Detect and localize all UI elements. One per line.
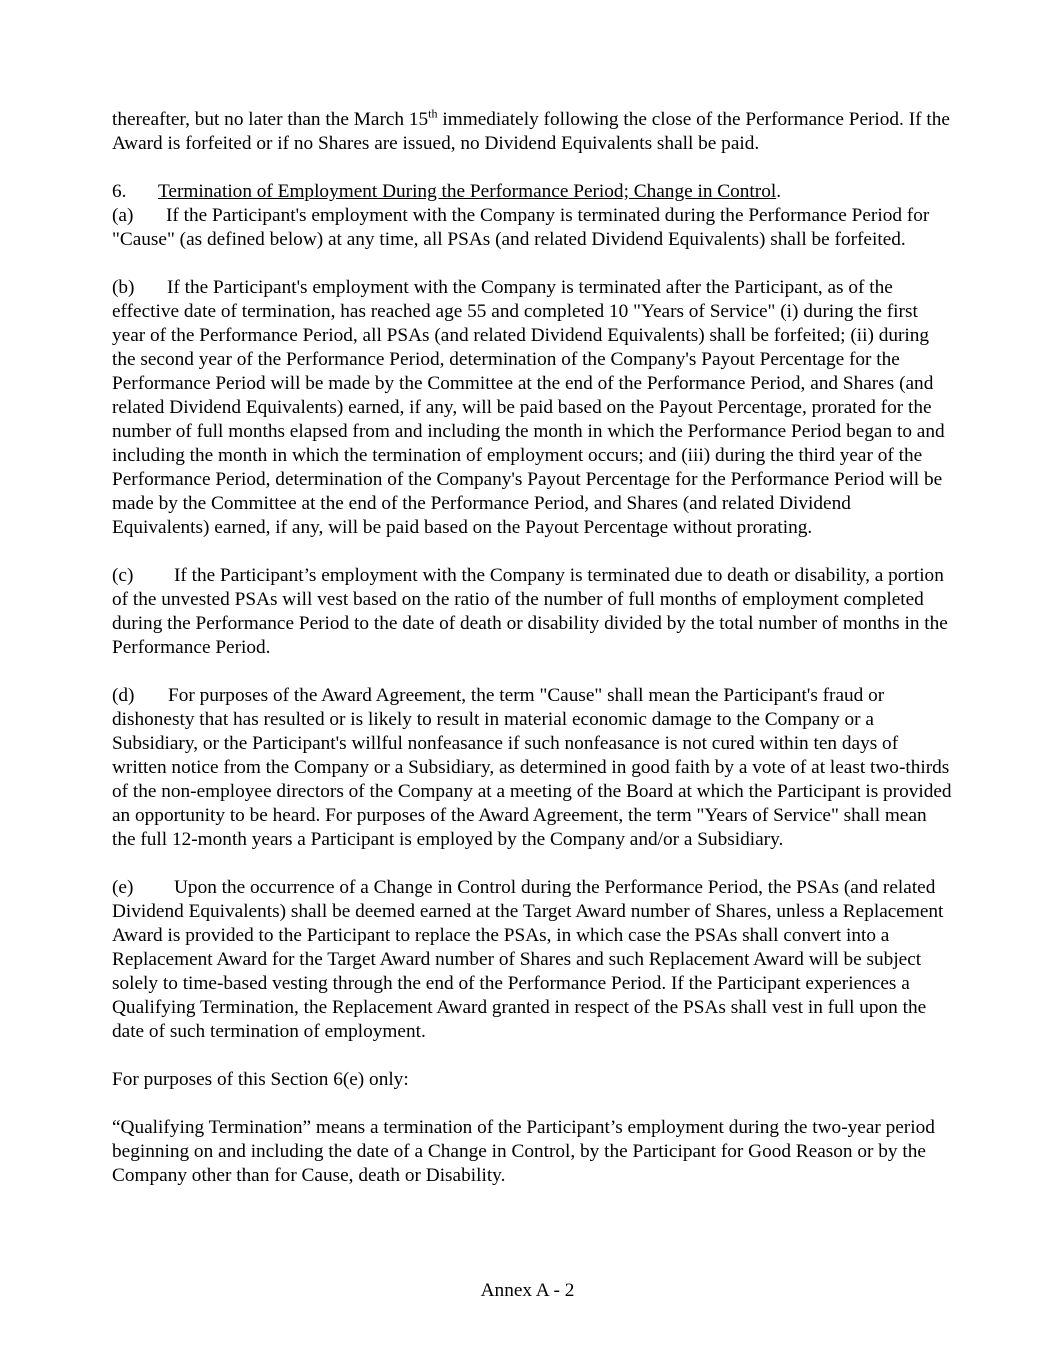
qualifying-termination-definition: “Qualifying Termination” means a termination of the Participant’s employment during the two-year period beginning on and including the date of a Change in Control, by the Participant for Good Reason or by the Company other than for Cause, death or Disability. bbox=[112, 1117, 935, 1186]
paragraph-a bbox=[112, 204, 952, 252]
page-footer: Annex A - 2 bbox=[480, 1280, 575, 1301]
paragraph-a-label: (a) bbox=[112, 205, 134, 226]
paragraph-e bbox=[112, 876, 952, 1044]
document-body bbox=[112, 108, 952, 1188]
section-heading bbox=[112, 180, 952, 204]
paragraph-b bbox=[112, 276, 952, 540]
intro-text-start: thereafter, but no later than the March 15 bbox=[112, 109, 429, 130]
paragraph-b-text: If the Participant's employment with the Company is terminated after the Participant, as of the effective date of termination, has reached age 55 and completed 10 "Years of Service" (i) during the first year of the Performance Period, all PSAs (and related Dividend Equivalents) shall be forfeited; (ii) during the second year of the Performance Period, determination of the Company's Payout Percentage for the Performance Period will be made by the Committee at the end of the Performance Period, and Shares (and related Dividend Equivalents) earned, if any, will be paid based on the Payout Percentage, prorated for the number of full months elapsed from and including the month in which the Performance Period began to and including the month in which the termination of employment occurs; and (iii) during the third year of the Performance Period, determination of the Company's Payout Percentage for the Performance Period will be made by the Committee at the end of the Performance Period, and Shares (and related Dividend Equivalents) earned, if any, will be paid based on the Payout Percentage without prorating. bbox=[112, 277, 945, 538]
for-purposes-line: For purposes of this Section 6(e) only: bbox=[112, 1069, 409, 1090]
intro-paragraph bbox=[112, 108, 952, 156]
paragraph-e-label: (e) bbox=[112, 877, 134, 898]
ordinal-suffix: th bbox=[428, 106, 438, 121]
intro-text-end: immediately following the close of the Performance Period. If the Award is forfeited or if no Shares are issued, no Dividend Equivalents shall be paid. bbox=[112, 109, 950, 154]
paragraph-d-text: For purposes of the Award Agreement, the term "Cause" shall mean the Participant's fraud or dishonesty that has resulted or is likely to result in material economic damage to the Company or a Subsidiary, or the Participant's willful nonfeasance if such nonfeasance is not cured within ten days of written notice from the Company or a Subsidiary, as determined in good faith by a vote of at least two-thirds of the non-employee directors of the Company at a meeting of the Board at which the Participant is provided an opportunity to be heard. For purposes of the Award Agreement, the term "Years of Service" shall mean the full 12-month years a Participant is employed by the Company and/or a Subsidiary. bbox=[112, 685, 952, 850]
paragraph-d bbox=[112, 684, 952, 852]
paragraph-b-label: (b) bbox=[112, 277, 135, 298]
section-title: Termination of Employment During the Performance Period; Change in Control bbox=[158, 181, 777, 202]
paragraph-e-text: Upon the occurrence of a Change in Control during the Performance Period, the PSAs (and related Dividend Equivalents) shall be deemed earned at the Target Award number of Shares, unless a Replacement Award is provided to the Participant to replace the PSAs, in which case the PSAs shall convert into a Replacement Award for the Target Award number of Shares and such Replacement Award will be subject solely to time-based vesting through the end of the Performance Period. If the Participant experiences a Qualifying Termination, the Replacement Award granted in respect of the PSAs shall vest in full upon the date of such termination of employment. bbox=[112, 877, 944, 1042]
paragraph-a-text: If the Participant's employment with the Company is terminated during the Performance Period for "Cause" (as defined below) at any time, all PSAs (and related Dividend Equivalents) shall be forfeited. bbox=[112, 205, 930, 250]
section-number: 6. bbox=[112, 181, 127, 202]
paragraph-c-label: (c) bbox=[112, 565, 134, 586]
paragraph-c bbox=[112, 564, 952, 660]
paragraph-d-label: (d) bbox=[112, 685, 135, 706]
section-title-period: . bbox=[776, 181, 782, 202]
paragraph-c-text: If the Participant’s employment with the Company is terminated due to death or disability, a portion of the unvested PSAs will vest based on the ratio of the number of full months of employment completed during the Performance Period to the date of death or disability divided by the total number of months in the Performance Period. bbox=[112, 565, 948, 658]
